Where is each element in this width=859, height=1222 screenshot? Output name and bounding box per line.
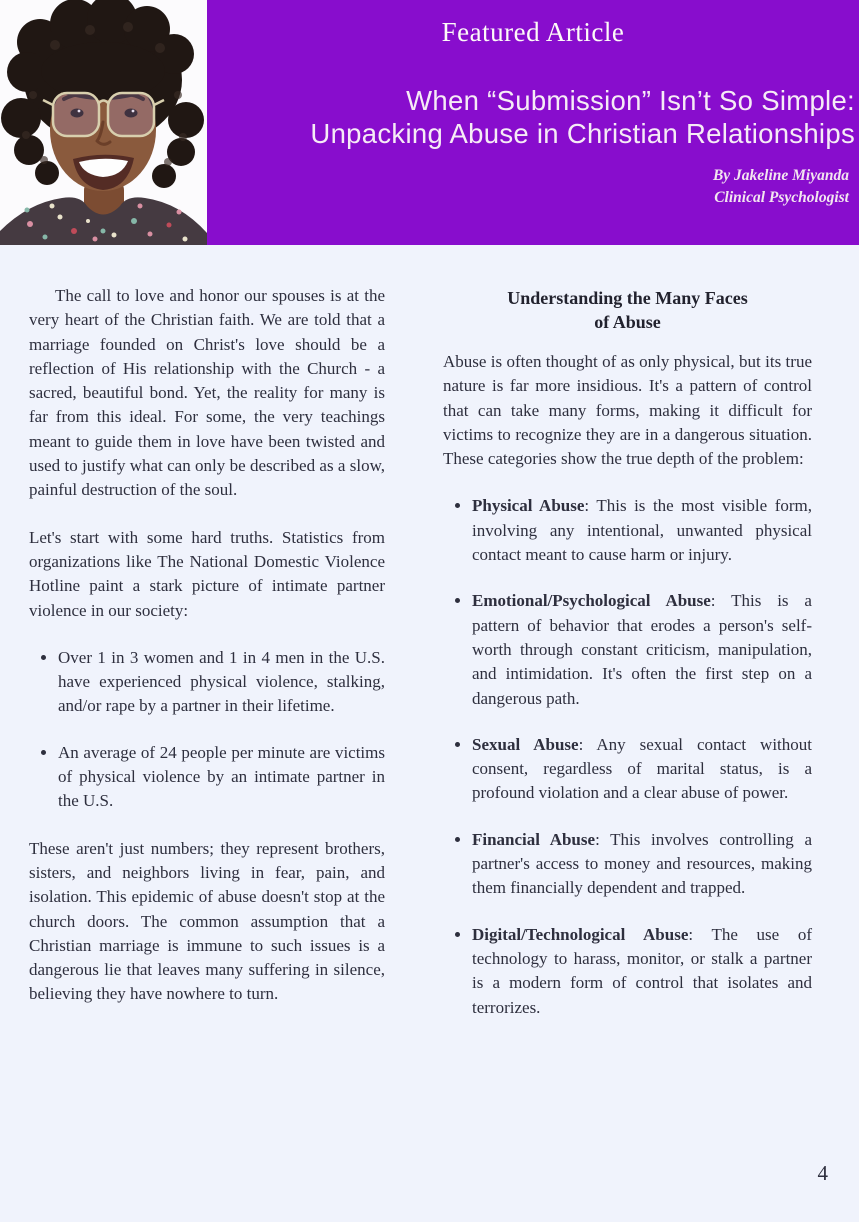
statistics-list [29, 646, 385, 814]
right-column [443, 284, 812, 1043]
list-item [472, 589, 812, 710]
abuse-type-text: : Any sexual contact without consent, regardless of marital status, is a profound violation and a clear abuse of power. [472, 734, 812, 803]
abuse-type-term: Physical Abuse [472, 496, 585, 516]
section-heading-line1: Understanding the Many Faces [507, 288, 748, 308]
kicker-heading: Featured Article [441, 17, 625, 47]
abuse-type-text: : This involves controlling a partner's access to money and resources, making them financially dependent and trapped. [472, 829, 812, 898]
list-item [472, 923, 812, 1020]
article-title-line2: Unpacking Abuse in Christian Relationships [310, 118, 855, 149]
abuse-type-text: : This is the most visible form, involving any intentional, unwanted physical contact meant to cause harm or injury. [472, 496, 812, 565]
page-number: 4 [817, 1161, 828, 1185]
section-heading-line2: of Abuse [594, 312, 661, 332]
left-column [29, 284, 385, 1030]
paragraph: Abuse is often thought of as only physical, but its true nature is far more insidious. It's a pattern of control that can take many forms, making it difficult for victims to recognize they are in a dangerous situation. These categories show the true depth of the problem: [443, 352, 812, 469]
paragraph: These aren't just numbers; they represent brothers, sisters, and neighbors living in fear, pain, and isolation. This epidemic of abuse doesn't stop at the church doors. The common assumption that a Christian marriage is immune to such issues is a dangerous lie that leaves many suffering in silence, believing they have nowhere to turn. [29, 838, 385, 1004]
list-item: • Over 1 in 3 women and 1 in 4 men in the U.S. have experienced physical violence, stalking, and/or rape by a partner in their lifetime. [58, 646, 385, 719]
list-item: • An average of 24 people per minute are victims of physical violence by an intimate partner in the U.S. [58, 741, 385, 814]
byline-author: By Jakeline Miyanda [712, 167, 849, 184]
abuse-type-term: Digital/Technological Abuse [472, 924, 689, 944]
paragraph: The call to love and honor our spouses is at the very heart of the Christian faith. We are told that a marriage founded on Christ's love should be a reflection of His relationship with the Church - a sacred, beautiful bond. Yet, the reality for many is far from this ideal. For some, the very teachings meant to guide them in love have been twisted and used to justify what can only be described as a slow, painful destruction of the soul. [29, 286, 385, 500]
section-heading [443, 286, 812, 334]
list-item [472, 828, 812, 901]
abuse-type-text: : This is a pattern of behavior that erodes a person's self-worth through constant criticism, manipulation, and intimidation. It's often the first step on a dangerous path. [472, 591, 812, 708]
list-item [472, 733, 812, 806]
byline [713, 165, 849, 209]
byline-role: Clinical Psychologist [714, 189, 849, 206]
article-title [310, 84, 855, 150]
article-title-line1: When “Submission” Isn’t So Simple: [406, 85, 855, 116]
paragraph: Let's start with some hard truths. Statistics from organizations like The National Domestic Violence Hotline paint a stark picture of intimate partner violence in our society: [29, 527, 385, 620]
author-photo [0, 0, 207, 245]
author-portrait-illustration [0, 0, 207, 245]
abuse-type-term: Financial Abuse [472, 829, 596, 849]
abuse-type-term: Sexual Abuse [472, 734, 579, 754]
abuse-type-text: : The use of technology to harass, monitor, or stalk a partner is a modern form of control that isolates and terrorizes. [472, 924, 813, 1017]
abuse-types-list [443, 494, 812, 1019]
list-item [472, 494, 812, 567]
header-band [0, 0, 859, 245]
featured-article-banner [207, 0, 859, 245]
abuse-type-term: Emotional/Psychological Abuse [472, 591, 711, 611]
